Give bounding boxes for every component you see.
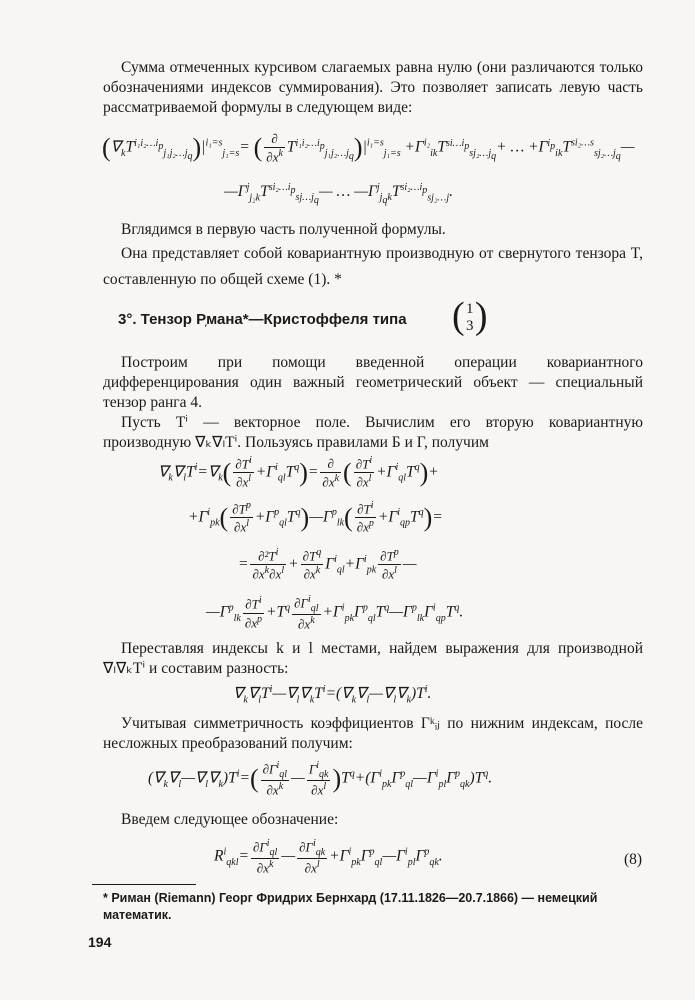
formula-difference: $\nabla_k\nabla_lT^i—\nabla_l\nabla_kT^i=(\nabla_k\nabla_l—\nabla_l\nabla_k)T^i$. [233, 684, 432, 706]
tensor-type: ( 1 3 ) [452, 295, 488, 337]
formula-contracted-derivative-cont: $—\Gamma^j_{j_2k}T^{si_2\dots i_p}_{sj\dots j_q}—$ … $—\Gamma^j_{j_qk}T^{si_2\dots i_p}_{sj_2\dots j}$. [224, 182, 453, 207]
formula-commutator: $(\nabla_k\nabla_l—\nabla_l\nabla_k)T^i=$( $\frac{\partial\Gamma^i_{ql}}{\partial x^k}$ — $\frac{\Gamma^i_{qk}}{\partial x^l}$ )$T^q+(\Gamma^i_{pk}\Gamma^p_{ql}—\Gamma^i_{pl}\Gamma^p_{qk})T^q$. [148, 760, 493, 798]
tensor-type-bottom: 3 [466, 318, 474, 334]
section-heading: 3°. Тензор Р᷊мана*—Кристоффеля типа [118, 311, 407, 328]
paragraph-sum-note: Сумма отмеченных курсивом слагаемых равна нулю (они различаются только обозначениями индексов суммирования). Это позволяет записать левую часть рассматриваемой формулы в следующем виде: [103, 59, 643, 116]
footnote: * Риман (Riemann) Георг Фридрих Бернхард (17.11.1826—20.7.1866) — немецкий математик. [103, 891, 598, 922]
page-number: 194 [88, 934, 112, 950]
formula-second-derivative-1: $\nabla_k\nabla_lT^i=\nabla_k$( $\frac{\partial T^i}{\partial x^l}$ $+\Gamma^i_{ql}T^q)=$ $\frac{\partial}{\partial x^k}$ ( $\frac{\partial T^i}{\partial x^l}$ $+\Gamma^i_{ql}T^q)+$ [158, 455, 439, 490]
formula-second-derivative-3: = $\frac{\partial^2T^i}{\partial x^k\partial x^l}$ + $\frac{\partial T^q}{\partial x^k}$ $\Gamma^i_{ql}+\Gamma^i_{pk}$ $\frac{\partial T^p}{\partial x^l}$ — [238, 547, 417, 582]
formula-second-derivative-4: $—\Gamma^p_{lk}$ $\frac{\partial T^i}{\partial x^p}$ $+T^q$ $\frac{\partial\Gamma^i_{ql}}{\partial x^k}$ $+\Gamma^i_{pk}\Gamma^p_{ql}T^q—\Gamma^p_{lk}\Gamma^i_{qp}T^q$. [206, 594, 464, 632]
footnote-rule [92, 884, 196, 885]
paragraph-look-closer: Вглядимся в первую часть полученной формулы. [121, 221, 446, 238]
tensor-type-top: 1 [466, 301, 474, 317]
paragraph-symmetry: Учитывая симметричность коэффициентов Γᵏᵢⱼ по нижним индексам, после несложных преобразований получим: [103, 715, 643, 752]
formula-contracted-derivative: $(\nabla_kT^{i_1i_2\dots i_p}_{j_1j_2\dots j_q})|^{i_1=s}_{j_1=s}=$ ( $\frac{\partial}{\partial x^k}$ $T^{i_1i_2\dots i_p}_{j_1j_2\dots j_q})|^{i_1=s}_{j_1=s} +\Gamma^{i_2}_{ik}T^{si\dots i_p}_{sj_2\dots j_q}+$ … $+\Gamma^{i_p}_{ik}T^{si_2\dots s}_{sj_2\dots j_q}—$ [102, 131, 635, 165]
equation-number: (8) [624, 851, 643, 868]
paragraph-swap-indices: Переставляя индексы k и l местами, найдем выражения для производной ∇ₗ∇ₖTⁱ и составим разность: [103, 640, 643, 677]
paragraph-notation: Введем следующее обозначение: [121, 811, 339, 828]
paragraph-covariant-derivative: Она представляет собой ковариантную производную от свернутого тензора T, составленную по общей схеме (1). * [103, 245, 643, 288]
paragraph-vector-field: Пусть Tⁱ — векторное поле. Вычислим его вторую ковариантную производную ∇ₖ∇ₗTⁱ. Пользуясь правилами Б и Г, получим [103, 414, 643, 451]
paragraph-construct: Построим при помощи введенной операции ковариантного дифференцирования один важный геометрический объект — специальный тензор ранга 4. [103, 354, 643, 411]
formula-second-derivative-2: $+\Gamma^i_{pk}$( $\frac{\partial T^p}{\partial x^l}$ $+\Gamma^p_{ql}T^q)—\Gamma^p_{lk}$( $\frac{\partial T^i}{\partial x^p}$ $+\Gamma^i_{qp}T^q)=$ [188, 500, 443, 535]
formula-riemann-tensor: $R^i_{qkl}=$ $\frac{\partial\Gamma^i_{ql}}{\partial x^k}$ — $\frac{\partial\Gamma^i_{qk}}{\partial x^l}$ $+\Gamma^i_{pk}\Gamma^p_{ql}—\Gamma^i_{pl}\Gamma^p_{qk}$. [214, 838, 443, 876]
